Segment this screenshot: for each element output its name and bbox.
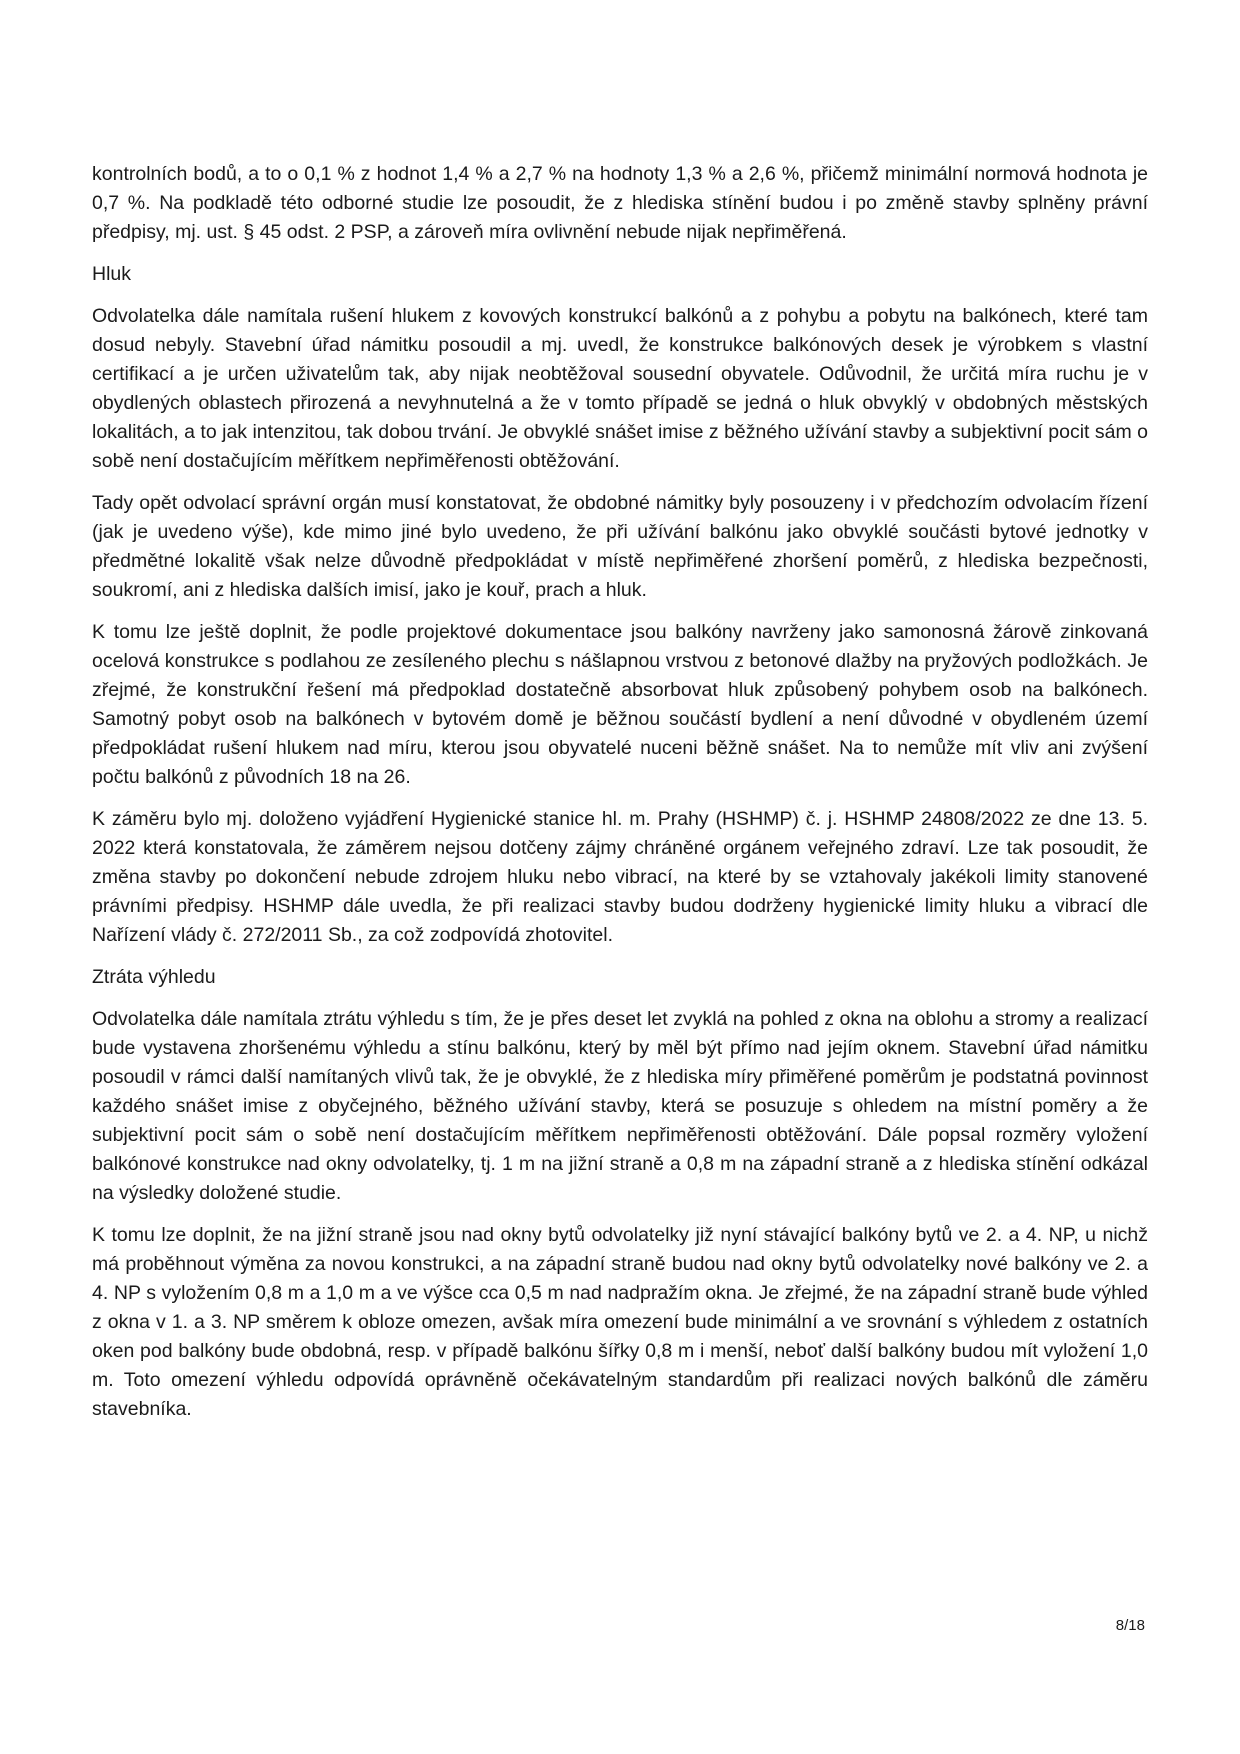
paragraph-noise-objection: Odvolatelka dále namítala rušení hlukem z kovových konstrukcí balkónů a z pohybu a pobytu na balkónech, které tam dosud nebyly. Stavební úřad námitku posoudil a mj. uvedl, že konstrukce balkónových desek je výrobkem s vlastní certifikací a je určen uživatelům tak, aby nijak neobtěžoval sousední obyvatele. Odůvodnil, že určitá míra ruchu je v obydlených oblastech přirozená a nevyhnutelná a že v tomto případě se jedná o hluk obvyklý v obdobných městských lokalitách, a to jak intenzitou, tak dobou trvání. Je obvyklé snášet imise z běžného užívání stavby a subjektivní pocit sám o sobě není dostačujícím měřítkem nepřiměřenosti obtěžování. (92, 305, 1148, 472)
paragraph-shading-conclusion: kontrolních bodů, a to o 0,1 % z hodnot 1,4 % a 2,7 % na hodnoty 1,3 % a 2,6 %, přičemž minimální normová hodnota je 0,7 %. Na podkladě této odborné studie lze posoudit, že z hlediska stínění budou i po změně stavby splněny právní předpisy, mj. ust. § 45 odst. 2 PSP, a zároveň míra ovlivnění nebude nijak nepřiměřená. (92, 163, 1148, 243)
section-heading-view-loss: Ztráta výhledu (92, 966, 216, 988)
document-body (92, 160, 1148, 1437)
page-number: 8/18 (1115, 1617, 1145, 1634)
paragraph-view-assessment: K tomu lze doplnit, že na jižní straně jsou nad okny bytů odvolatelky již nyní stávající balkóny bytů ve 2. a 4. NP, u nichž má proběhnout výměna za novou konstrukci, a na západní straně budou nad okny bytů odvolatelky nové balkóny ve 2. a 4. NP s vyložením 0,8 m a 1,0 m a ve výšce cca 0,5 m nad nadpražím okna. Je zřejmé, že na západní straně bude výhled z okna v 1. a 3. NP směrem k obloze omezen, avšak míra omezení bude minimální a ve srovnání s výhledem z ostatních oken pod balkóny bude obdobná, resp. v případě balkónu šířky 0,8 m i menší, neboť další balkóny budou mít vyložení 1,0 m. Toto omezení výhledu odpovídá oprávněně očekávatelným standardům při realizaci nových balkónů dle záměru stavebníka. (92, 1224, 1148, 1420)
paragraph-noise-appeal-assessment: Tady opět odvolací správní orgán musí konstatovat, že obdobné námitky byly posouzeny i v předchozím odvolacím řízení (jak je uvedeno výše), kde mimo jiné bylo uvedeno, že při užívání balkónu jako obvyklé součásti bytové jednotky v předmětné lokalitě však nelze důvodně předpokládat v místě nepřiměřené zhoršení poměrů, z hlediska bezpečnosti, soukromí, ani z hlediska dalších imisí, jako je kouř, prach a hluk. (92, 492, 1148, 601)
paragraph-balcony-construction: K tomu lze ještě doplnit, že podle projektové dokumentace jsou balkóny navrženy jako samonosná žárově zinkovaná ocelová konstrukce s podlahou ze zesíleného plechu s nášlapnou vrstvou z betonové dlažby na pryžových podložkách. Je zřejmé, že konstrukční řešení má předpoklad dostatečně absorbovat hluk způsobený pohybem osob na balkónech. Samotný pobyt osob na balkónech v bytovém domě je běžnou součástí bydlení a není důvodné v obydleném území předpokládat rušení hlukem nad míru, kterou jsou obyvatelé nuceni běžně snášet. Na to nemůže mít vliv ani zvýšení počtu balkónů z původních 18 na 26. (92, 621, 1148, 788)
paragraph-view-objection: Odvolatelka dále namítala ztrátu výhledu s tím, že je přes deset let zvyklá na pohled z okna na oblohu a stromy a realizací bude vystavena zhoršenému výhledu a stínu balkónu, který by měl být přímo nad jejím oknem. Stavební úřad námitku posoudil v rámci další namítaných vlivů tak, že je obvyklé, že z hlediska míry přiměřené poměrům je podstatná povinnost každého snášet imise z obyčejného, běžného užívání stavby, která se posuzuje s ohledem na místní poměry a že subjektivní pocit sám o sobě není dostačujícím měřítkem nepřiměřenosti obtěžování. Dále popsal rozměry vyložení balkónové konstrukce nad okny odvolatelky, tj. 1 m na jižní straně a 0,8 m na západní straně a z hlediska stínění odkázal na výsledky doložené studie. (92, 1008, 1148, 1204)
paragraph-hygiene-statement: K záměru bylo mj. doloženo vyjádření Hygienické stanice hl. m. Prahy (HSHMP) č. j. HSHMP 24808/2022 ze dne 13. 5. 2022 která konstatovala, že záměrem nejsou dotčeny zájmy chráněné orgánem veřejného zdraví. Lze tak posoudit, že změna stavby po dokončení nebude zdrojem hluku nebo vibrací, na které by se vztahovaly jakékoli limity stanovené právními předpisy. HSHMP dále uvedla, že při realizaci stavby budou dodrženy hygienické limity hluku a vibrací dle Nařízení vlády č. 272/2011 Sb., za což zodpovídá zhotovitel. (92, 808, 1148, 946)
section-heading-noise: Hluk (92, 263, 132, 285)
